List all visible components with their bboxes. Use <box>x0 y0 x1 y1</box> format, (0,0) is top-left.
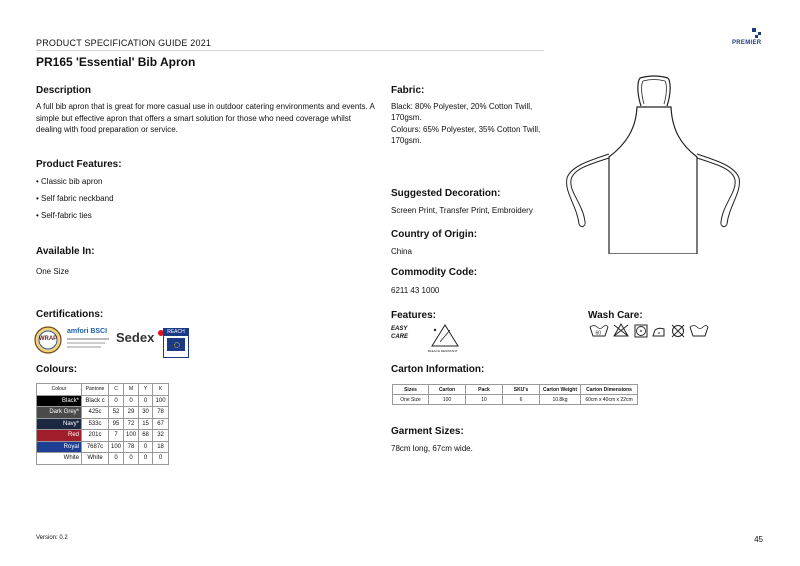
sedex-logo <box>116 330 164 345</box>
colour-cell: 30 <box>139 407 153 419</box>
colour-cell: 100 <box>124 430 139 442</box>
colour-cell: 201c <box>82 430 109 442</box>
colour-cell: 0 <box>109 395 124 407</box>
colour-cell: 0 <box>139 453 153 465</box>
bleach-resistant-icon <box>428 322 462 356</box>
easy-care-icon <box>391 325 413 351</box>
colour-cell: 68 <box>139 430 153 442</box>
colour-swatch-cell: Navy* <box>37 418 82 430</box>
reach-logo-text: REACH <box>164 329 188 336</box>
colour-cell: 29 <box>124 407 139 419</box>
table-row <box>37 418 169 430</box>
colour-cell: 425c <box>82 407 109 419</box>
colour-cell: 0 <box>139 395 153 407</box>
col-c: C <box>109 384 124 396</box>
colour-cell: White <box>82 453 109 465</box>
feature-item: • Self fabric neckband <box>36 194 114 203</box>
colour-cell: 32 <box>153 430 169 442</box>
colours-heading: Colours: <box>36 364 78 375</box>
garment-sizes-value: 78cm long, 67cm wide. <box>391 444 473 453</box>
carton-col-weight: Carton Weight <box>540 385 581 395</box>
table-row <box>37 453 169 465</box>
carton-cell: 10.8kg <box>540 395 581 405</box>
colour-cell: 0 <box>124 453 139 465</box>
available-in-heading: Available In: <box>36 246 95 257</box>
wrap-logo <box>34 326 62 354</box>
colour-cell: 95 <box>109 418 124 430</box>
product-title: PR165 'Essential' Bib Apron <box>36 55 196 69</box>
premier-logo <box>732 28 766 50</box>
colour-cell: 0 <box>153 453 169 465</box>
colour-cell: 52 <box>109 407 124 419</box>
col-colour: Colour <box>37 384 82 396</box>
bleach-resistant-label: BLEACH RESISTANT <box>428 349 458 353</box>
colour-cell: Black c <box>82 395 109 407</box>
description-text: A full bib apron that is great for more casual use in outdoor catering environments and events. A simple but effective apron that offers a smart solution for those who need coverage whilst dealing with food preparation or service. <box>36 102 375 134</box>
premier-logo-text: PREMIER <box>732 40 762 46</box>
country-of-origin-heading: Country of Origin: <box>391 229 478 240</box>
carton-col-dimensions: Carton Dimensions <box>581 385 638 395</box>
carton-header-row <box>393 385 638 395</box>
suggested-decoration-value: Screen Print, Transfer Print, Embroidery <box>391 206 533 215</box>
certifications-heading: Certifications: <box>36 309 104 320</box>
fabric-line: 170gsm. <box>391 113 422 122</box>
carton-cell: 60cm x 40cm x 22cm <box>581 395 638 405</box>
amfori-logo-text: amfori BSCI <box>67 328 108 335</box>
feature-item: • Classic bib apron <box>36 177 103 186</box>
carton-cell: One Size <box>393 395 429 405</box>
colour-cell: 72 <box>124 418 139 430</box>
page-number: 45 <box>754 535 763 544</box>
colour-cell: 67 <box>153 418 169 430</box>
colours-header-row <box>37 384 169 396</box>
carton-cell: 100 <box>429 395 466 405</box>
wash-care-icons <box>588 321 728 341</box>
colour-cell: 0 <box>109 453 124 465</box>
carton-cell: 10 <box>466 395 503 405</box>
commodity-code-heading: Commodity Code: <box>391 267 478 278</box>
header-divider <box>36 50 544 51</box>
product-features-heading: Product Features: <box>36 159 122 170</box>
fabric-line: Black: 80% Polyester, 20% Cotton Twill, <box>391 102 533 111</box>
table-row <box>37 407 169 419</box>
colour-swatch-cell: White <box>37 453 82 465</box>
table-row <box>37 395 169 407</box>
colour-cell: 18 <box>153 441 169 453</box>
colours-table <box>36 383 169 465</box>
carton-cell: 6 <box>503 395 540 405</box>
description-heading: Description <box>36 85 92 96</box>
carton-col-sizes: Sizes <box>393 385 429 395</box>
colour-swatch-cell: Black* <box>37 395 82 407</box>
garment-sizes-heading: Garment Sizes: <box>391 426 464 437</box>
carton-col-carton: Carton <box>429 385 466 395</box>
wrap-logo-text: WRAP <box>38 336 58 342</box>
carton-table <box>392 384 638 405</box>
fabric-heading: Fabric: <box>391 85 425 96</box>
colour-swatch-cell: Royal <box>37 441 82 453</box>
commodity-code-value: 6211 43 1000 <box>391 286 440 295</box>
colour-cell: 7687c <box>82 441 109 453</box>
feature-item: • Self-fabric ties <box>36 211 92 220</box>
sedex-logo-text: Sedex <box>116 330 155 345</box>
table-row <box>393 395 638 405</box>
colour-swatch-cell: Red <box>37 430 82 442</box>
fabric-line: 170gsm. <box>391 136 422 145</box>
carton-col-pack: Pack <box>466 385 503 395</box>
colour-cell: 15 <box>139 418 153 430</box>
colour-cell: 533c <box>82 418 109 430</box>
easy-care-label: EASY CARE <box>391 326 409 340</box>
col-y: Y <box>139 384 153 396</box>
table-row <box>37 441 169 453</box>
amfori-bsci-logo <box>67 328 113 352</box>
available-in-value: One Size <box>36 267 69 276</box>
guide-title: PRODUCT SPECIFICATION GUIDE 2021 <box>36 38 212 48</box>
features-heading: Features: <box>391 310 437 321</box>
colour-cell: 7 <box>109 430 124 442</box>
colour-cell: 78 <box>153 407 169 419</box>
table-row <box>37 430 169 442</box>
country-of-origin-value: China <box>391 247 412 256</box>
reach-logo <box>163 328 189 358</box>
wash-temp-label: 60 <box>595 330 602 337</box>
col-k: K <box>153 384 169 396</box>
fabric-line: Colours: 65% Polyester, 35% Cotton Twill, <box>391 125 541 134</box>
colour-swatch-cell: Dark Grey* <box>37 407 82 419</box>
wash-care-heading: Wash Care: <box>588 310 643 321</box>
carton-col-skus: SKU's <box>503 385 540 395</box>
colour-cell: 0 <box>124 395 139 407</box>
colour-cell: 100 <box>109 441 124 453</box>
version-label: Version: 0.2 <box>36 535 68 541</box>
colour-cell: 0 <box>139 441 153 453</box>
col-pantone: Pantone <box>82 384 109 396</box>
col-m: M <box>124 384 139 396</box>
colour-cell: 100 <box>153 395 169 407</box>
suggested-decoration-heading: Suggested Decoration: <box>391 188 501 199</box>
colour-cell: 78 <box>124 441 139 453</box>
apron-illustration <box>565 74 740 254</box>
carton-heading: Carton Information: <box>391 364 485 375</box>
